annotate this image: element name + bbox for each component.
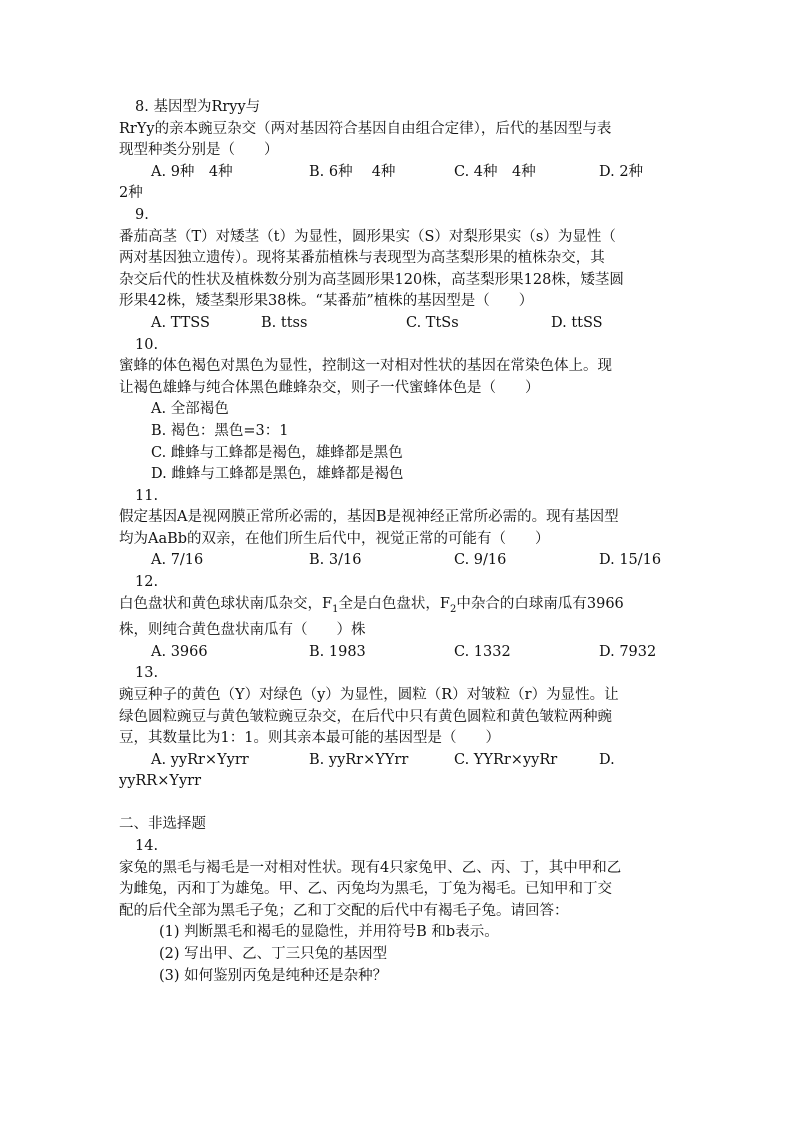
q10-number: 10. — [135, 336, 159, 353]
q14-number: 14. — [135, 838, 159, 855]
q11-stem-2: 均为AaBb的双亲，在他们所生后代中，视觉正常的可能有（ ） — [119, 530, 550, 547]
q13-option-c: C. YYRr×yyRr — [454, 751, 558, 768]
q11-options — [119, 550, 679, 572]
section-gap — [119, 793, 679, 815]
q13-stem-2: 绿色圆粒豌豆与黄色皱粒豌豆杂交，在后代中只有黄色圆粒和黄色皱粒两种豌 — [119, 708, 612, 725]
question-content — [119, 97, 679, 987]
q12-option-a: A. 3966 — [151, 643, 208, 660]
q12-sub-2: 2 — [450, 603, 457, 615]
q12-option-c: C. 1332 — [454, 643, 511, 660]
q13-option-a: A. yyRr×Yyrr — [151, 751, 249, 768]
q13-option-b: B. yyRr×YYrr — [309, 751, 409, 768]
q8-option-a: A. 9种 4种 — [151, 163, 233, 180]
q10-option-a: A. 全部褐色 — [151, 401, 229, 418]
q12-stem-2: 株，则纯合黄色盘状南瓜有（ ）株 — [119, 622, 366, 639]
q14-sub-3: (3) 如何鉴别丙兔是纯种还是杂种？ — [159, 967, 388, 984]
q13-option-d: D. — [599, 751, 615, 768]
q10-option-c: C. 雌蜂与工蜂都是褐色，雄蜂都是黑色 — [151, 444, 403, 461]
q14-stem-1: 家兔的黑毛与褐毛是一对相对性状。现有4只家兔甲、乙、丙、丁，其中甲和乙 — [119, 859, 622, 876]
q9-options — [119, 313, 679, 335]
q8-option-d-wrap: 2种 — [119, 185, 143, 202]
q12-stem-1b: 全是白色盘状，F — [338, 595, 450, 612]
q8-option-b: B. 6种 4种 — [309, 163, 396, 180]
q9-stem-1: 番茄高茎（T）对矮茎（t）为显性，圆形果实（S）对梨形果实（s）为显性（ — [119, 228, 616, 245]
q11-stem-1: 假定基因A是视网膜正常所必需的，基因B是视神经正常所必需的。现有基因型 — [119, 509, 619, 526]
q12-stem-1a: 白色盘状和黄色球状南瓜杂交，F — [119, 595, 333, 612]
q14-sub-2: (2) 写出甲、乙、丁三只兔的基因型 — [159, 946, 388, 963]
q9-stem-3: 杂交后代的性状及植株数分别为高茎圆形果120株，高茎梨形果128株，矮茎圆 — [119, 271, 624, 288]
q13-options — [119, 750, 679, 772]
q10-option-b: B. 褐色：黑色=3：1 — [151, 422, 289, 439]
q11-option-b: B. 3/16 — [309, 552, 362, 569]
q13-option-d-wrap: yyRR×Yyrr — [119, 773, 201, 790]
q10-stem-2: 让褐色雄蜂与纯合体黑色雌蜂杂交，则子一代蜜蜂体色是（ ） — [119, 379, 540, 396]
q12-option-d: D. 7932 — [599, 643, 657, 660]
q14-sub-1: (1) 判断黑毛和褐毛的显隐性，并用符号B 和b表示。 — [159, 924, 499, 941]
q12-number: 12. — [135, 574, 159, 591]
q11-option-d: D. 15/16 — [599, 552, 662, 569]
q12-options — [119, 642, 679, 664]
q8-option-d: D. 2种 — [599, 163, 644, 180]
q9-option-c: C. TtSs — [406, 314, 459, 331]
q8-number: 8. 基因型为Rryy与 — [135, 99, 261, 115]
q12-sub-1: 1 — [332, 603, 339, 615]
q8-stem-1: RrYy的亲本豌豆杂交（两对基因符合基因自由组合定律），后代的基因型与表 — [119, 120, 612, 137]
q9-stem-2: 两对基因独立遗传）。现将某番茄植株与表现型为高茎梨形果的植株杂交，其 — [119, 250, 605, 267]
q10-stem-1: 蜜蜂的体色褐色对黑色为显性，控制这一对相对性状的基因在常染色体上。现 — [119, 358, 612, 375]
q9-stem-4: 形果42株，矮茎梨形果38株。“某番茄”植株的基因型是（ ） — [119, 293, 534, 310]
q8-options — [119, 162, 679, 184]
q9-option-b: B. ttss — [261, 314, 308, 331]
q11-number: 11. — [135, 487, 159, 504]
q9-option-a: A. TTSS — [151, 314, 210, 331]
q14-stem-2: 为雌兔，丙和丁为雄兔。甲、乙、丙兔均为黑毛，丁兔为褐毛。已知甲和丁交 — [119, 881, 612, 898]
q12-stem-1c: 中杂合的白球南瓜有3966 — [456, 595, 624, 612]
q12-option-b: B. 1983 — [309, 643, 366, 660]
q11-option-a: A. 7/16 — [151, 552, 204, 569]
q13-stem-1: 豌豆种子的黄色（Y）对绿色（y）为显性，圆粒（R）对皱粒（r）为显性。让 — [119, 686, 619, 703]
q13-number: 13. — [135, 665, 159, 682]
q11-option-c: C. 9/16 — [454, 552, 507, 569]
q12-stem-1 — [119, 594, 679, 620]
q9-option-d: D. ttSS — [551, 314, 603, 331]
q9-number: 9. — [135, 206, 149, 223]
q8-stem-2: 现型种类分别是（ ） — [119, 142, 279, 159]
q13-stem-3: 豆，其数量比为1：1。则其亲本最可能的基因型是（ ） — [119, 730, 500, 747]
q10-option-d: D. 雌蜂与工蜂都是黑色，雄蜂都是褐色 — [151, 466, 404, 483]
q14-stem-3: 配的后代全部为黑毛子兔；乙和丁交配的后代中有褐毛子兔。请回答： — [119, 902, 569, 919]
q8-option-c: C. 4种 4种 — [454, 163, 536, 180]
section-heading: 二、非选择题 — [119, 816, 206, 833]
